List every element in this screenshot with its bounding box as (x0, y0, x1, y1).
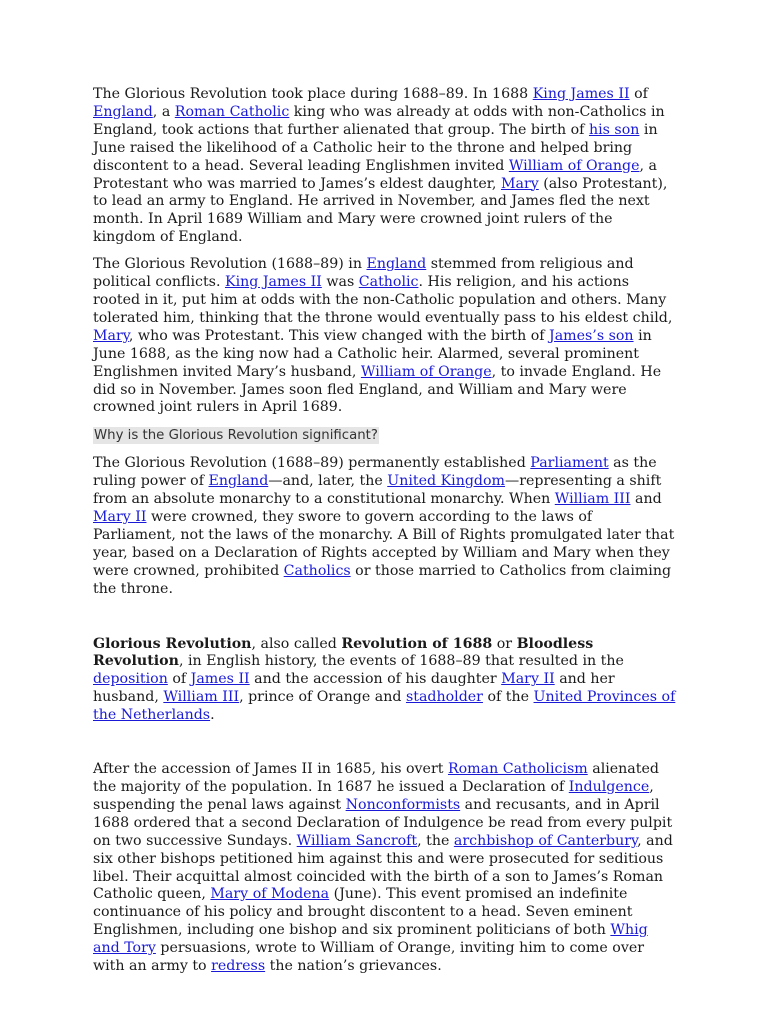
text-run: stemmed from religious and political conflicts. (93, 256, 634, 291)
text-run: or those married to Catholics from claiming the throne. (93, 562, 672, 597)
link-parliament[interactable]: Parliament (530, 455, 609, 472)
text-run: , who was Protestant. This view changed with the birth of (128, 327, 550, 344)
text-run: alienated the majority of the population. In 1687 he issued a Declaration of (93, 761, 659, 795)
link-his-son[interactable]: his son (588, 121, 640, 138)
link-united-provinces[interactable]: United Provinces of the Netherlands (93, 689, 676, 724)
text-run: as the ruling power of (93, 455, 657, 490)
para-significance (93, 455, 678, 598)
link-william-of-orange[interactable]: William of Orange (360, 363, 492, 380)
bold-term: Revolution of 1688 (341, 635, 493, 652)
bold-term: Bloodless Revolution (93, 635, 594, 670)
para-religious-political-conflicts (93, 256, 678, 417)
link-mary[interactable]: Mary (500, 175, 539, 192)
document-body (93, 86, 678, 976)
link-catholic[interactable]: Catholic (358, 274, 419, 291)
text-run: . His religion, and his actions rooted in it, put him at odds with the non-Catholic population and others. Many tolerated him, thinking that the throne would eventually pass to his eldest child, (93, 274, 673, 326)
text-run: The Glorious Revolution (1688–89) permanently established (93, 455, 531, 472)
link-mary-ii[interactable]: Mary II (93, 509, 147, 526)
link-mary[interactable]: Mary (93, 327, 129, 344)
para-glorious-revolution-summary (93, 86, 678, 247)
link-roman-catholic[interactable]: Roman Catholic (174, 103, 290, 120)
text-run: . (210, 707, 215, 724)
text-run: —and, later, the (268, 473, 388, 490)
link-william-iii[interactable]: William III (163, 689, 240, 706)
text-run: and (630, 491, 662, 508)
link-whig-and-tory[interactable]: Whig and Tory (93, 922, 648, 957)
text-run: and recusants, and in April 1688 ordered that a second Declaration of Indulgence be read from every pulpit on two successive Sundays. (93, 796, 673, 849)
text-run: , a Protestant who was married to James’s eldest daughter, (93, 157, 658, 192)
link-william-iii[interactable]: William III (554, 491, 631, 508)
link-roman-catholicism[interactable]: Roman Catholicism (447, 761, 588, 778)
link-redress[interactable]: redress (211, 958, 266, 975)
para-accession-of-james-ii (93, 761, 678, 976)
link-england[interactable]: England (366, 256, 427, 273)
text-run: (also Protestant), to lead an army to England. He arrived in November, and James fled the next month. In April 1689 William and Mary were crowned joint rulers of the kingdom of England. (93, 175, 668, 246)
link-james-ii[interactable]: James II (190, 671, 250, 688)
link-nonconformists[interactable]: Nonconformists (345, 796, 461, 813)
intro-section (93, 86, 678, 417)
text-run: After the accession of James II in 1685, his overt (93, 761, 448, 778)
link-william-sancroft[interactable]: William Sancroft (296, 832, 418, 849)
text-run: , prince of Orange and (239, 689, 406, 706)
text-run: , the (417, 832, 454, 849)
main-section (93, 455, 678, 976)
section-heading: Why is the Glorious Revolution significant? (94, 428, 378, 444)
text-run: of (629, 86, 648, 102)
link-england[interactable]: England (93, 103, 153, 120)
text-run: or (492, 635, 517, 652)
text-run: were crowned, they swore to govern according to the laws of Parliament, not the laws of the monarchy. A Bill of Rights promulgated later that year, based on a Declaration of Rights accepted by William and Mary when they were crowned, prohibited (93, 509, 675, 579)
text-run: —representing a shift from an absolute monarchy to a constitutional monarchy. When (93, 473, 662, 508)
link-king-james-ii[interactable]: King James II (532, 86, 630, 102)
text-run: in June raised the likelihood of a Catholic heir to the throne and helped bring discontent to a head. Several leading Englishmen invited (93, 121, 658, 174)
text-run: of (167, 671, 191, 688)
text-run: The Glorious Revolution (1688–89) in (93, 256, 367, 273)
text-run: , a (152, 103, 175, 120)
para-definition (93, 636, 678, 726)
link-indulgence[interactable]: Indulgence (568, 779, 650, 795)
text-run: , also called (251, 635, 342, 652)
text-run: (June). This event promised an indefinite continuance of his policy and brought discontent to a head. Seven eminent Englishmen, including one bishop and six prominent politicians of both (93, 886, 633, 939)
link-archbishop-of-canterbury[interactable]: archbishop of Canterbury (453, 832, 638, 849)
text-run: was (321, 274, 359, 291)
link-king-james-ii[interactable]: King James II (224, 274, 322, 291)
text-run: king who was already at odds with non-Catholics in England, took actions that further alienated that group. The birth of (93, 103, 665, 138)
text-run: , to invade England. He did so in November. James soon fled England, and William and Mary were crowned joint rulers in April 1689. (93, 363, 662, 416)
significance-heading (93, 427, 678, 455)
link-mary-ii[interactable]: Mary II (501, 671, 555, 688)
text-run: , suspending the penal laws against (93, 779, 654, 813)
link-catholics[interactable]: Catholics (283, 562, 351, 579)
bold-term: Glorious Revolution (93, 635, 252, 652)
text-run: and her husband, (93, 671, 615, 706)
text-run: and the accession of his daughter (249, 671, 502, 688)
text-run: of the (482, 689, 534, 706)
link-united-kingdom[interactable]: United Kingdom (387, 473, 506, 490)
link-stadholder[interactable]: stadholder (405, 689, 483, 706)
text-run: persuasions, wrote to William of Orange, inviting him to come over with an army to (93, 940, 645, 975)
link-mary-of-modena[interactable]: Mary of Modena (210, 886, 330, 903)
text-run: , and six other bishops petitioned him against this and were prosecuted for seditious libel. Their acquittal almost coincided with the birth of a son to James’s Roman Catholic queen, (93, 832, 673, 903)
text-run: The Glorious Revolution took place during 1688–89. In 1688 (93, 86, 533, 102)
link-england[interactable]: England (208, 473, 269, 490)
text-run: , in English history, the events of 1688–89 that resulted in the (178, 653, 624, 670)
link-william-of-orange[interactable]: William of Orange (508, 157, 640, 174)
text-run: in June 1688, as the king now had a Catholic heir. Alarmed, several prominent Englishmen invited Mary’s husband, (93, 327, 652, 380)
text-run: the nation’s grievances. (265, 958, 442, 975)
link-jamess-son[interactable]: James’s son (549, 327, 634, 344)
link-deposition[interactable]: deposition (93, 671, 168, 688)
